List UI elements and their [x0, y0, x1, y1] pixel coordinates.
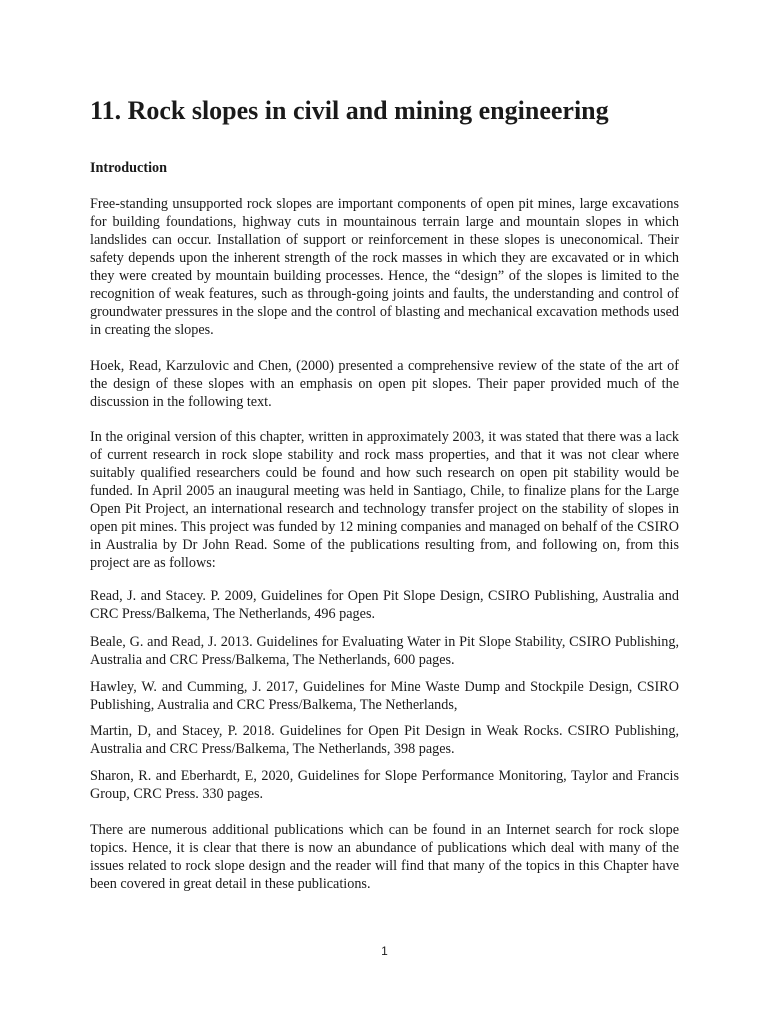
reference-item: Martin, D, and Stacey, P. 2018. Guidelines for Open Pit Design in Weak Rocks. CSIRO Publishing, Australia and CRC Press/Balkema, The Netherlands, 398 pages. [90, 723, 679, 757]
reference-item: Hawley, W. and Cumming, J. 2017, Guidelines for Mine Waste Dump and Stockpile Design, CSIRO Publishing, Australia and CRC Press/Balkema, The Netherlands, [90, 679, 679, 713]
reference-item: Read, J. and Stacey. P. 2009, Guidelines for Open Pit Slope Design, CSIRO Publishing, Australia and CRC Press/Balkema, The Netherlands, 496 pages. [90, 588, 679, 622]
reference-item: Sharon, R. and Eberhardt, E, 2020, Guidelines for Slope Performance Monitoring, Taylor and Francis Group, CRC Press. 330 pages. [90, 768, 679, 802]
paragraph-research-history: In the original version of this chapter, written in approximately 2003, it was stated that there was a lack of current research in rock slope stability and rock mass properties, and that it was not clear where suitably qualified researchers could be found and how such research on open pit stability would be funded. In April 2005 an inaugural meeting was held in Santiago, Chile, to finalize plans for the Large Open Pit Project, an international research and technology transfer project on the stability of slopes in open pit mines. This project was funded by 12 mining companies and managed on behalf of the CSIRO in Australia by Dr John Read. Some of the publications resulting from, and following on, from this project are as follows: [90, 429, 679, 571]
section-heading-introduction: Introduction [90, 160, 167, 176]
document-page [90, 0, 679, 1024]
chapter-title: 11. Rock slopes in civil and mining engineering [90, 96, 609, 125]
paragraph-introduction: Free-standing unsupported rock slopes are important components of open pit mines, large excavations for building foundations, highway cuts in mountainous terrain large and mountain slopes in which landslides can occur. Installation of support or reinforcement in these slopes is uneconomical. Their safety depends upon the inherent strength of the rock masses in which they are excavated or in which they were created by mountain building processes. Hence, the “design” of the slopes is limited to the recognition of weak features, such as through-going joints and faults, the understanding and control of groundwater pressures in the slope and the control of blasting and mechanical excavation methods used in creating the slopes. [90, 196, 679, 338]
page-number: 1 [381, 944, 388, 958]
paragraph-closing: There are numerous additional publications which can be found in an Internet search for rock slope topics. Hence, it is clear that there is now an abundance of publications which deal with many of the issues related to rock slope design and the reader will find that many of the topics in this Chapter have been covered in great detail in these publications. [90, 822, 679, 892]
reference-item: Beale, G. and Read, J. 2013. Guidelines for Evaluating Water in Pit Slope Stability, CSIRO Publishing, Australia and CRC Press/Balkema, The Netherlands, 600 pages. [90, 634, 679, 668]
paragraph-review: Hoek, Read, Karzulovic and Chen, (2000) presented a comprehensive review of the state of the art of the design of these slopes with an emphasis on open pit slopes. Their paper provided much of the discussion in the following text. [90, 358, 679, 410]
